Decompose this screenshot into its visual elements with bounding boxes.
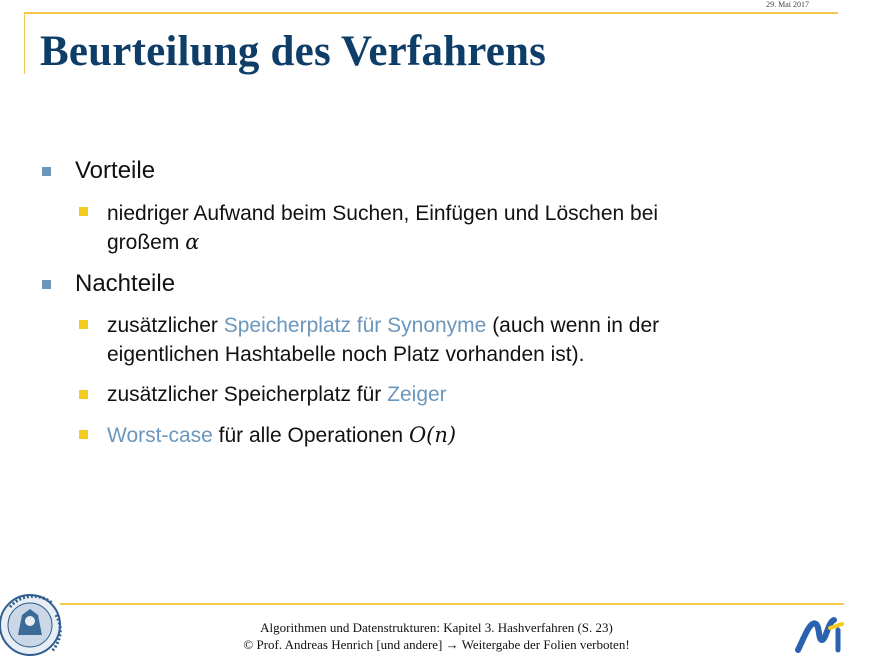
- vorteile-item-1-text: niedriger Aufwand beim Suchen, Einfügen und Löschen bei: [107, 202, 659, 225]
- chair-logo-icon: [794, 610, 846, 658]
- slide-title: Beurteilung des Verfahrens: [40, 28, 547, 75]
- bullet-square-icon: [42, 280, 51, 289]
- nachteile-item-2-pre: zusätzlicher Speicherplatz für: [107, 383, 388, 406]
- vorteile-heading: Vorteile: [75, 157, 156, 184]
- footer-course-line: Algorithmen und Datenstrukturen: Kapitel 3. Hashverfahren (S. 23): [260, 620, 613, 635]
- footer-copyright-line: © Prof. Andreas Henrich [und andere] → Weitergabe der Folien verboten!: [243, 637, 630, 652]
- big-o-notation: O(n): [408, 423, 457, 447]
- top-rule: [24, 12, 838, 14]
- left-rule: [24, 12, 25, 74]
- nachteile-heading: Nachteile: [75, 270, 176, 297]
- bottom-rule: [60, 603, 844, 605]
- bullet-square-icon: [79, 390, 88, 399]
- vorteile-item-1-cont: großem: [107, 231, 180, 254]
- nachteile-item-3-post: für alle Operationen: [212, 424, 409, 447]
- alpha-symbol: α: [185, 230, 200, 254]
- vorteile-item-1: [107, 199, 807, 257]
- bullet-square-icon: [42, 167, 51, 176]
- bullet-square-icon: [79, 207, 88, 216]
- nachteile-item-3: [107, 421, 807, 450]
- worst-case-highlight: Worst-case: [107, 424, 213, 447]
- nachteile-item-1-cont: eigentlichen Hashtabelle noch Platz vorhanden ist).: [107, 343, 585, 366]
- speicherplatz-synonyme-highlight: Speicherplatz für Synonyme: [223, 314, 487, 337]
- bullet-square-icon: [79, 320, 88, 329]
- university-seal-icon: [0, 585, 68, 665]
- bullet-square-icon: [79, 430, 88, 439]
- nachteile-item-1: [107, 311, 807, 369]
- nachteile-item-2: [107, 380, 807, 409]
- zeiger-highlight: Zeiger: [387, 383, 447, 406]
- nachteile-item-1-post: (auch wenn in der: [486, 314, 660, 337]
- slide-date: 29. Mai 2017: [766, 0, 809, 9]
- nachteile-item-1-pre: zusätzlicher: [107, 314, 224, 337]
